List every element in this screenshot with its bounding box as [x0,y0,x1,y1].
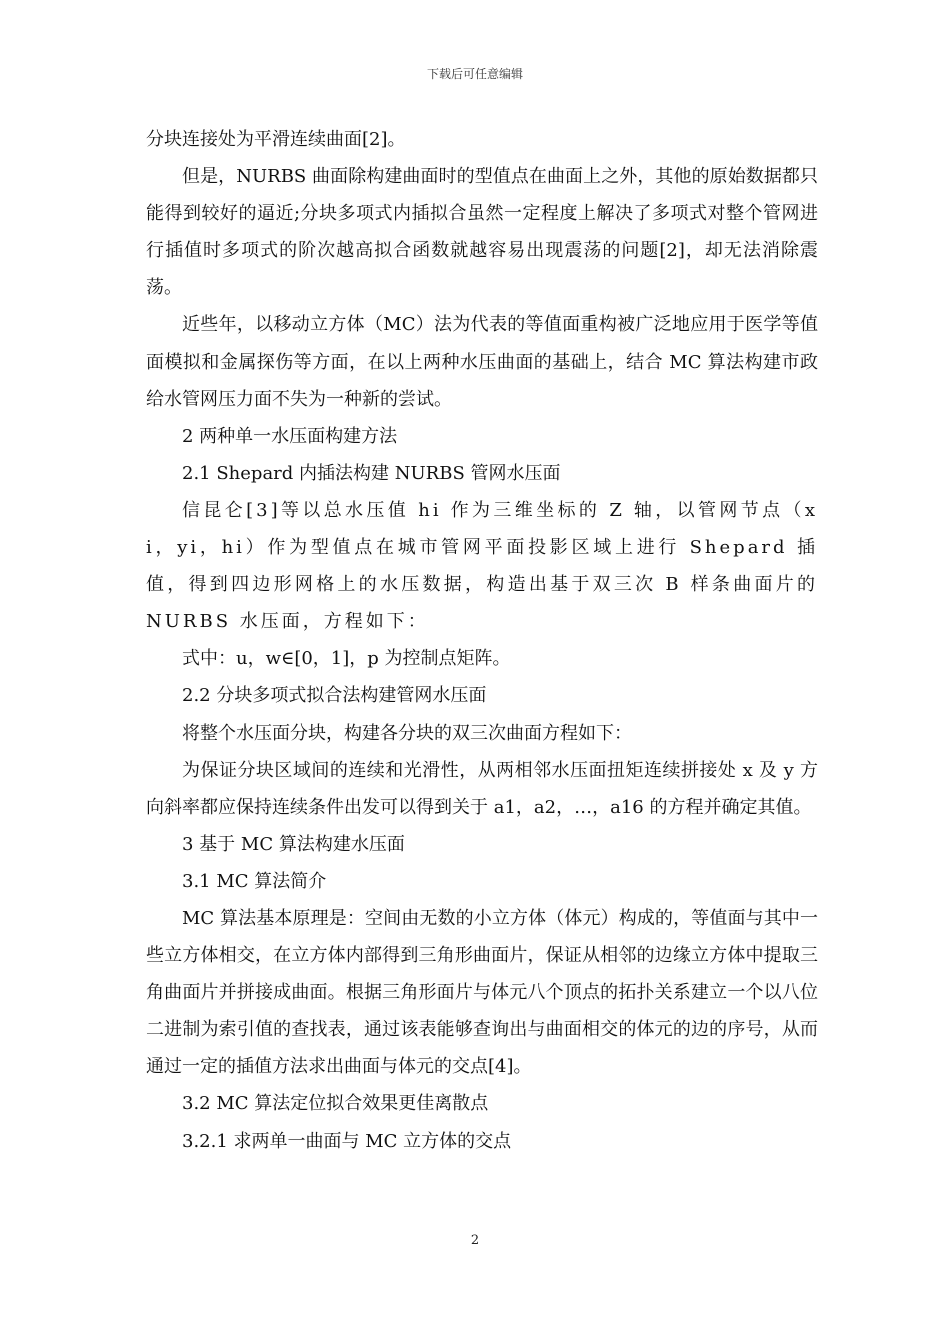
paragraph-mc-principle: MC 算法基本原理是：空间由无数的小立方体（体元）构成的，等值面与其中一些立方体相交，在立方体内部得到三角形曲面片，保证从相邻的边缘立方体中提取三角曲面片并拼接成曲面。根据三角形面片与体元八个顶点的拓扑关系建立一个以八位二进制为索引值的查找表，通过该表能够查询出与曲面相交的体元的边的序号，从而通过一定的插值方法求出曲面与体元的交点[4]。 [146,907,818,1078]
paragraph-nurbs-limitations: 但是，NURBS 曲面除构建曲面时的型值点在曲面上之外，其他的原始数据都只能得到较好的逼近;分块多项式内插拟合虽然一定程度上解决了多项式对整个管网进行插值时多项式的阶次越高拟合函数就越容易出现震荡的问题[2]，却无法消除震荡。 [146,166,818,299]
section-heading-2: 2 两种单一水压面构建方法 [182,425,398,447]
section-heading-3-2-1: 3.2.1 求两单一曲面与 MC 立方体的交点 [182,1130,512,1152]
section-heading-2-2: 2.2 分块多项式拟合法构建管网水压面 [182,685,487,707]
paragraph-block-equation: 将整个水压面分块，构建各分块的双三次曲面方程如下： [182,722,632,744]
page-number: 2 [470,1233,480,1248]
paragraph-mc-introduction: 近些年，以移动立方体（MC）法为代表的等值面重构被广泛地应用于医学等值面模拟和金属探伤等方面，在以上两种水压曲面的基础上，结合 MC 算法构建市政给水管网压力面不失为一种新的尝试。 [146,314,818,410]
paragraph-continuation: 分块连接处为平滑连续曲面[2]。 [146,129,406,150]
section-heading-3-1: 3.1 MC 算法简介 [182,870,327,892]
body-text [146,121,818,1160]
section-heading-2-1: 2.1 Shepard 内插法构建 NURBS 管网水压面 [182,462,561,484]
section-heading-3-2: 3.2 MC 算法定位拟合效果更佳离散点 [182,1093,489,1115]
page-header: 下载后可任意编辑 [426,67,523,81]
paragraph-continuity-condition: 为保证分块区域间的连续和光滑性，从两相邻水压面扭矩连续拼接处 x 及 y 方向斜率都应保持连续条件出发可以得到关于 a1，a2，…，a16 的方程并确定其值。 [146,759,818,818]
paragraph-shepard-method: 信昆仑[3]等以总水压值 hi 作为三维坐标的 Z 轴，以管网节点（xi，yi，hi）作为型值点在城市管网平面投影区域上进行 Shepard 插值，得到四边形网格上的水压数据，构造出基于双三次 B 样条曲面片的 NURBS 水压面，方程如下： [146,499,818,633]
section-heading-3: 3 基于 MC 算法构建水压面 [182,833,405,855]
paragraph-formula-note: 式中：u，w∈[0，1]，p 为控制点矩阵。 [182,648,511,670]
